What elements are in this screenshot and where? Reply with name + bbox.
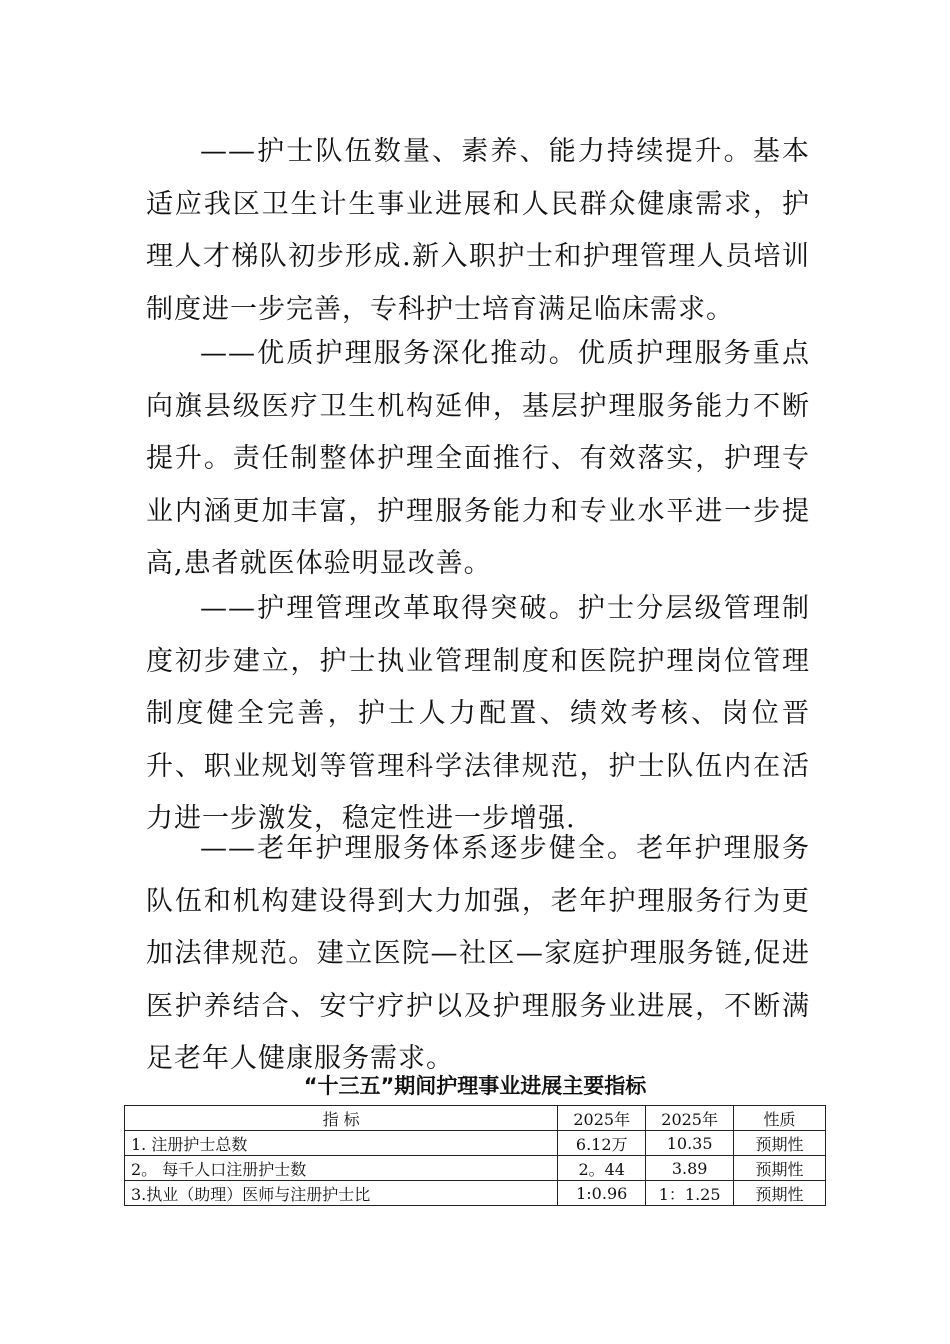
row-value-2: 1：1.25 xyxy=(646,1181,734,1206)
table-header-row xyxy=(125,1106,826,1131)
table-title: “十三五”期间护理事业进展主要指标 xyxy=(303,1074,647,1098)
row-nature: 预期性 xyxy=(734,1131,826,1156)
paragraph-elderly-care: ——老年护理服务体系逐步健全。老年护理服务队伍和机构建设得到大力加强，老年护理服务行为更加法律规范。建立医院—社区—家庭护理服务链,促进医护养结合、安宁疗护以及护理服务业进展，不断满足老年人健康服务需求。 xyxy=(146,833,810,1074)
row-nature: 预期性 xyxy=(734,1156,826,1181)
row-nature: 预期性 xyxy=(734,1181,826,1206)
table-row xyxy=(125,1131,826,1156)
table-row xyxy=(125,1156,826,1181)
header-indicator: 指 标 xyxy=(125,1106,558,1131)
row-indicator-name: 2。 每千人口注册护士数 xyxy=(125,1156,558,1181)
paragraph-management-reform: ——护理管理改革取得突破。护士分层级管理制度初步建立，护士执业管理制度和医院护理岗位管理制度健全完善，护士人力配置、绩效考核、岗位晋升、职业规划等管理科学法律规范，护士队伍内在活力进一步激发，稳定性进一步增强. xyxy=(146,593,810,834)
indicators-table xyxy=(124,1105,826,1206)
header-year-2: 2025年 xyxy=(646,1106,734,1131)
row-value-1: 6.12万 xyxy=(558,1131,646,1156)
row-value-1: 2。44 xyxy=(558,1156,646,1181)
row-indicator-name: 3.执业（助理）医师与注册护士比 xyxy=(125,1181,558,1206)
paragraph-nurse-workforce: ——护士队伍数量、素养、能力持续提升。基本适应我区卫生计生事业进展和人民群众健康需求，护理人才梯队初步形成.新入职护士和护理管理人员培训制度进一步完善，专科护士培育满足临床需求。 xyxy=(146,136,810,325)
header-nature: 性质 xyxy=(734,1106,826,1131)
row-value-2: 3.89 xyxy=(646,1156,734,1181)
header-year-1: 2025年 xyxy=(558,1106,646,1131)
table-row xyxy=(125,1181,826,1206)
row-value-2: 10.35 xyxy=(646,1131,734,1156)
row-indicator-name: 1. 注册护士总数 xyxy=(125,1131,558,1156)
paragraph-quality-nursing: ——优质护理服务深化推动。优质护理服务重点向旗县级医疗卫生机构延伸，基层护理服务能力不断提升。责任制整体护理全面推行、有效落实，护理专业内涵更加丰富，护理服务能力和专业水平进一步提高,患者就医体验明显改善。 xyxy=(146,338,810,579)
row-value-1: 1:0.96 xyxy=(558,1181,646,1206)
